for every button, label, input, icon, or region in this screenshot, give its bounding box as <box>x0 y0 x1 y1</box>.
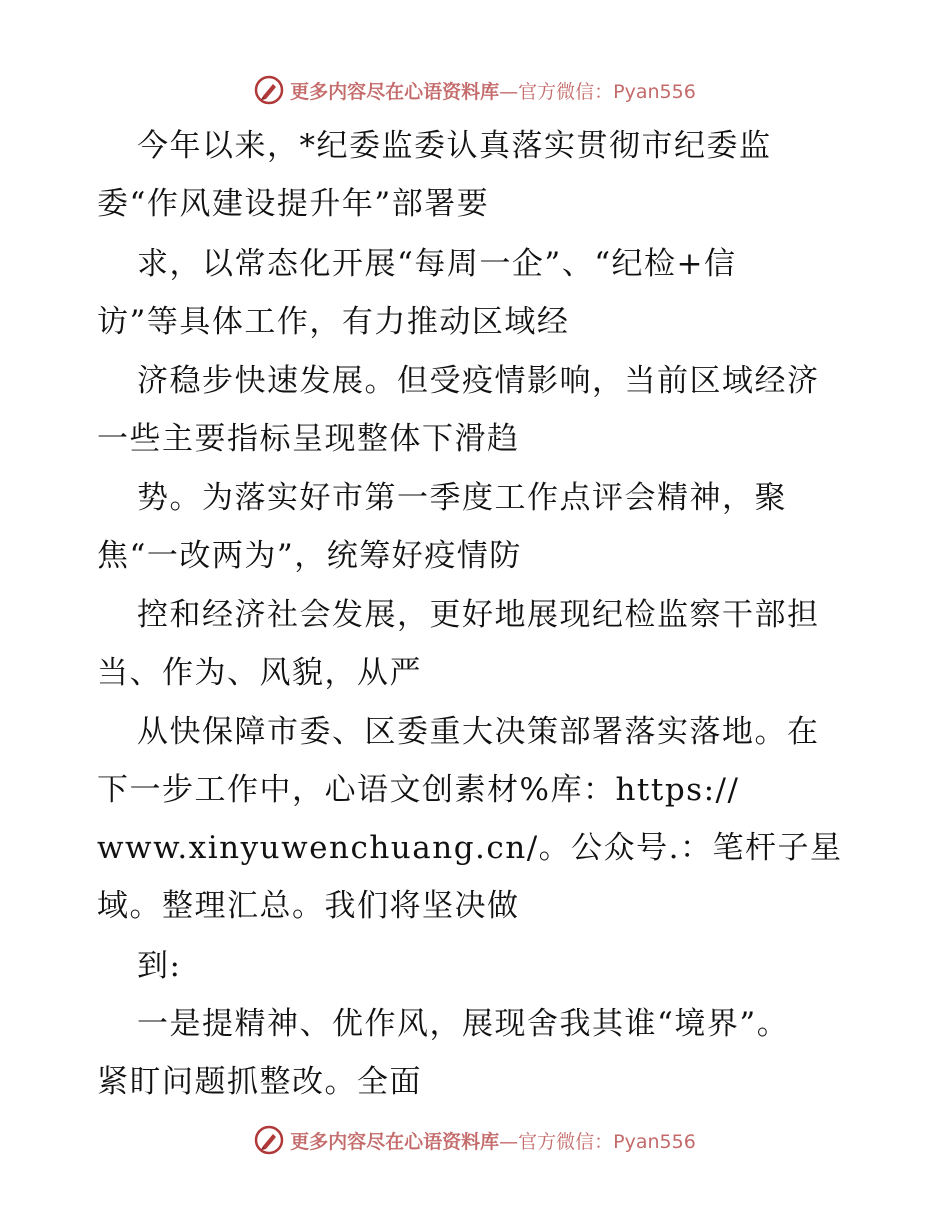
footer-banner-text: 更多内容尽在心语资料库—官方微信：Pyan556 <box>290 1130 696 1153</box>
body-line: 控和经济社会发展，更好地展现纪检监察干部担 <box>137 597 820 633</box>
body-line: 下一步工作中，心语文创素材%库：https:// <box>97 772 740 808</box>
body-line: 到: <box>137 948 182 984</box>
header-banner <box>0 70 950 110</box>
footer-banner <box>0 1120 950 1160</box>
body-line: 一些主要指标呈现整体下滑趋 <box>97 421 520 457</box>
body-line: 访”等具体工作，有力推动区域经 <box>97 304 570 340</box>
header-banner-text: 更多内容尽在心语资料库—官方微信：Pyan556 <box>290 80 696 103</box>
body-line: 今年以来，*纪委监委认真落实贯彻市纪委监 <box>137 128 772 164</box>
pen-logo-icon <box>254 75 284 105</box>
pen-logo-icon <box>254 1125 284 1155</box>
body-line: 势。为落实好市第一季度工作点评会精神，聚 <box>137 480 787 516</box>
body-line: 紧盯问题抓整改。全面 <box>97 1064 422 1100</box>
body-line: 从快保障市委、区委重大决策部署落实落地。在 <box>137 714 820 750</box>
body-line: 求，以常态化开展“每周一企”、“纪检+信 <box>137 246 737 282</box>
body-line: www.xinyuwenchuang.cn/。公众号.：笔杆子星 <box>97 830 843 866</box>
body-line: 一是提精神、优作风，展现舍我其谁“境界”。 <box>137 1006 790 1042</box>
body-line: 焦“一改两为”，统筹好疫情防 <box>97 538 522 574</box>
body-line: 域。整理汇总。我们将坚决做 <box>97 888 520 924</box>
body-line: 委“作风建设提升年”部署要 <box>97 186 490 222</box>
body-line: 济稳步快速发展。但受疫情影响，当前区域经济 <box>137 363 820 399</box>
body-line: 当、作为、风貌，从严 <box>97 655 422 691</box>
